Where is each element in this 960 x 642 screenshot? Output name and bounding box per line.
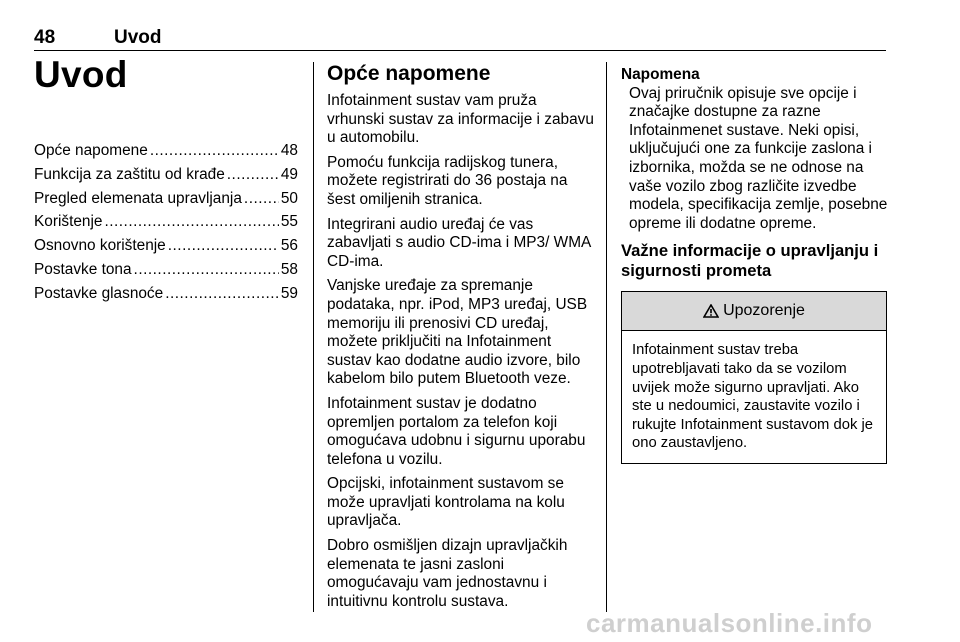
chapter-title: Uvod: [34, 54, 128, 95]
running-section-title: Uvod: [114, 27, 162, 48]
warning-box: [621, 291, 887, 464]
toc-entry[interactable]: [34, 142, 298, 166]
toc-label: Postavke tona: [34, 260, 132, 278]
toc-label: Funkcija za zaštitu od krađe: [34, 165, 225, 183]
toc-page-number: 55: [280, 213, 298, 231]
toc-leader-dots: [244, 190, 279, 208]
toc-page-number: 48: [280, 142, 298, 159]
paragraph: Pomoću funkcija radijskog tunera, možete registrirati do 36 postaja na šest omiljenih stranica.: [327, 153, 568, 208]
paragraph: Opcijski, infotainment sustavom se može upravljati kontrolama na kolu upravljača.: [327, 475, 565, 530]
toc-leader-dots: [150, 142, 279, 160]
toc-entry[interactable]: [34, 285, 298, 309]
toc-page-number: 49: [280, 165, 298, 183]
paragraph: Dobro osmišljen dizajn upravljačkih elemenata te jasni zasloni omogućavaju vam jednostavnu i intuitivnu kontrolu sustava.: [327, 537, 568, 610]
section-heading: Opće napomene: [327, 62, 491, 85]
warning-text: Infotainment sustav treba upotrebljavati tako da se vozilom uvijek može sigurno upravljati. Ako ste u nedoumici, zaustavite vozilo i rukujte Infotainment sustavom dok je ono zaustavljeno.: [632, 342, 873, 452]
warning-title: Upozorenje: [723, 302, 805, 320]
toc-page-number: 59: [280, 284, 298, 302]
watermark: carmanualsonline.info: [586, 608, 873, 638]
table-of-contents: [34, 142, 298, 309]
toc-leader-dots: [104, 213, 278, 231]
toc-entry[interactable]: [34, 166, 298, 190]
toc-leader-dots: [165, 285, 279, 303]
page-number: 48: [34, 27, 56, 48]
toc-entry[interactable]: [34, 237, 298, 261]
toc-page-number: 56: [280, 237, 298, 255]
toc-label: Korištenje: [34, 213, 103, 231]
general-notes-column: [327, 62, 597, 617]
column-divider: [606, 62, 607, 612]
note-and-safety-column: [621, 66, 889, 464]
note-heading: Napomena: [621, 66, 700, 83]
paragraph: Infotainment sustav je dodatno opremljen portalom za telefon koji omogućava udobnu i sigurnu uporabu telefona u vozilu.: [327, 394, 586, 468]
paragraph: Infotainment sustav vam pruža vrhunski sustav za informacije i zabavu u automobilu.: [327, 92, 594, 147]
toc-label: Pregled elemenata upravljanja: [34, 189, 242, 207]
toc-label: Osnovno korištenje: [34, 237, 166, 255]
toc-entry[interactable]: [34, 213, 298, 237]
paragraph: Integrirani audio uređaj će vas zabavljati s audio CD-ima i MP3/ WMA CD-ima.: [327, 215, 591, 270]
toc-label: Postavke glasnoće: [34, 284, 164, 302]
safety-heading: Važne informacije o upravljanju i sigurnosti prometa: [621, 241, 879, 281]
toc-entry[interactable]: [34, 190, 298, 214]
toc-leader-dots: [134, 261, 279, 279]
column-divider: [313, 62, 314, 612]
paragraph: Vanjske uređaje za spremanje podataka, npr. iPod, MP3 uređaj, USB memoriju ili prenosivi CD uređaj, možete priključiti na Infotainment sustav kao dodatne audio izvore, bilo kabelom bilo putem Bluetooth veze.: [327, 277, 588, 388]
note-text: Ovaj priručnik opisuje sve opcije i značajke dostupne za razne Infotainmenet sustave. Neki opisi, uključujući one za funkcije zaslona i izbornika, možda se ne odnose na vaše vozilo zbog različite izvedbe modela, specifikacija zemlje, posebne opreme ili dodatne opreme.: [629, 84, 888, 232]
toc-entry[interactable]: [34, 261, 298, 285]
toc-leader-dots: [227, 166, 279, 184]
warning-triangle-icon: [703, 304, 719, 318]
toc-label: Opće napomene: [34, 142, 148, 159]
toc-page-number: 58: [280, 260, 298, 278]
warning-header: [622, 292, 886, 331]
toc-leader-dots: [168, 237, 279, 255]
page-header: [34, 22, 886, 51]
toc-page-number: 50: [280, 189, 298, 207]
